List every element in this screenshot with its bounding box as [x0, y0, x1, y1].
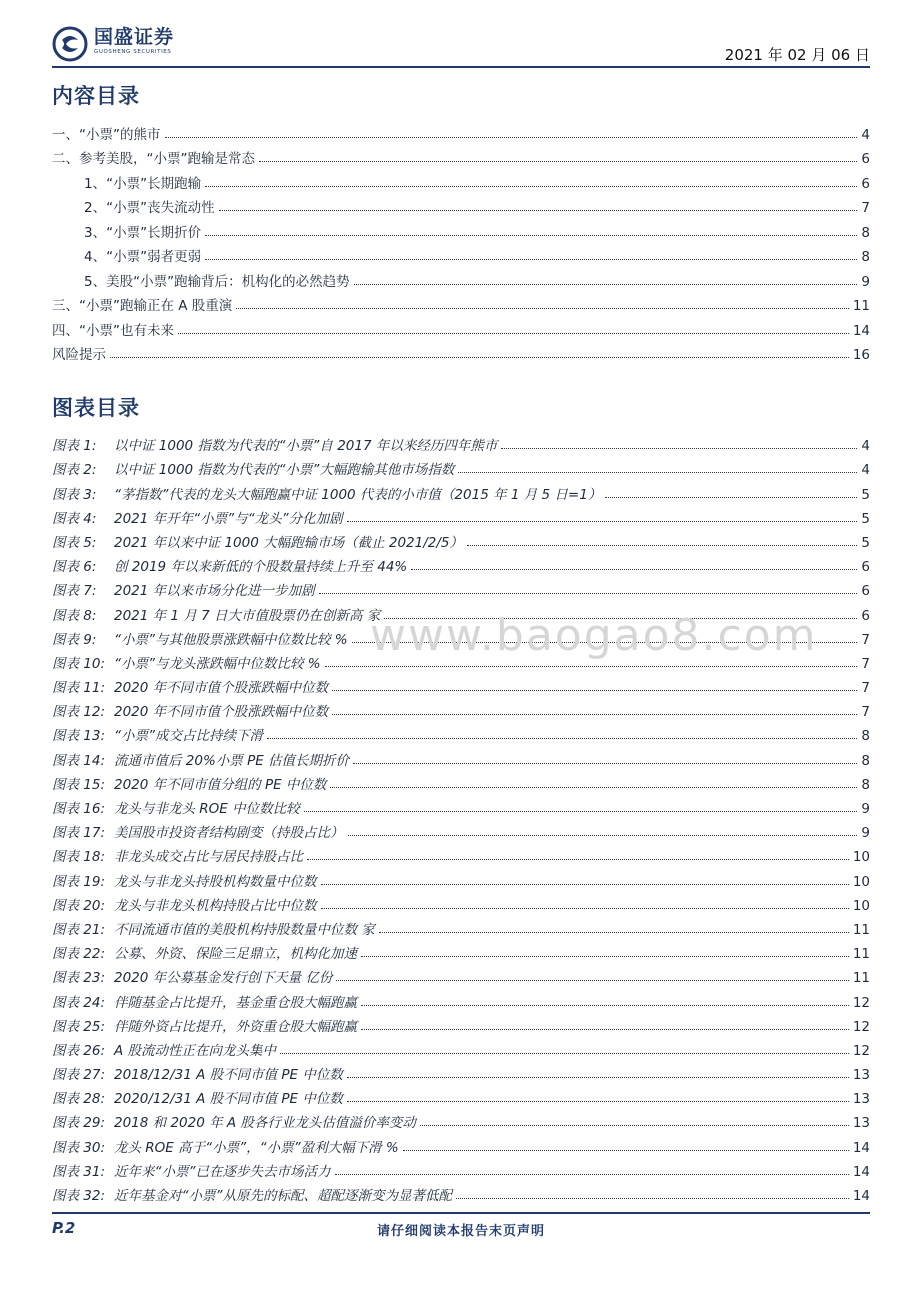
figure-number: 图表 11: — [52, 680, 106, 697]
figure-entry-title — [52, 1136, 401, 1156]
figure-entry[interactable] — [52, 1156, 870, 1180]
figure-caption: “小票”成交占比持续下滑 — [114, 728, 263, 745]
dot-leader — [205, 186, 857, 187]
figure-caption: 2020 年不同市值分组的 PE 中位数 — [114, 776, 327, 793]
dot-leader — [321, 908, 849, 909]
figure-entry[interactable] — [52, 527, 870, 551]
page-footer — [52, 1212, 870, 1244]
dot-leader — [501, 448, 857, 449]
figure-caption: 2021 年 1 月 7 日大市值股票仍在创新高 家 — [114, 607, 381, 624]
figure-entry-page: 5 — [861, 486, 870, 503]
figure-caption: 非龙头成交占比与居民持股占比 — [114, 849, 303, 866]
dot-leader — [347, 1077, 849, 1078]
figure-entry[interactable] — [52, 696, 870, 720]
figure-entry-title — [52, 1087, 345, 1107]
figure-entry-page: 11 — [852, 970, 870, 987]
dot-leader — [110, 357, 849, 358]
figure-entry[interactable] — [52, 1011, 870, 1035]
figure-entry-title — [52, 458, 456, 478]
figure-entry[interactable] — [52, 720, 870, 744]
figure-entry-title — [52, 1015, 359, 1035]
figure-caption: 公募、外资、保险三足鼎立，机构化加速 — [114, 946, 357, 963]
figure-entry-page: 14 — [852, 1163, 870, 1180]
figure-caption: 不同流通市值的美股机构持股数量中位数 家 — [114, 921, 375, 938]
figure-entry[interactable] — [52, 962, 870, 986]
figure-entry[interactable] — [52, 938, 870, 962]
figure-number: 图表 10: — [52, 655, 106, 672]
toc-entry-title: 3、“小票”长期折价 — [52, 221, 203, 241]
toc-entry-title: 四、“小票”也有未来 — [52, 319, 176, 339]
figure-entry-title — [52, 991, 359, 1011]
dot-leader — [165, 137, 858, 138]
figure-caption: A 股流动性正在向龙头集中 — [114, 1042, 277, 1059]
dot-leader — [280, 1053, 849, 1054]
figure-number: 图表 7: — [52, 583, 97, 600]
figure-caption: 美国股市投资者结构剧变（持股占比） — [114, 825, 344, 842]
dot-leader — [353, 763, 857, 764]
figure-entry[interactable] — [52, 1131, 870, 1155]
figures-title: 图表目录 — [52, 396, 140, 420]
dot-leader — [361, 956, 849, 957]
dot-leader — [330, 787, 857, 788]
dot-leader — [403, 1150, 849, 1151]
dot-leader — [347, 521, 858, 522]
dot-leader — [605, 497, 857, 498]
figure-entry-title — [52, 579, 317, 599]
dot-leader — [219, 210, 858, 211]
figure-entry-page: 4 — [861, 462, 870, 479]
figure-entry-title — [52, 676, 330, 696]
figure-caption: 龙头与非龙头 ROE 中位数比较 — [114, 801, 300, 817]
figure-caption: 以中证 1000 指数为代表的“小票”大幅跑输其他市场指数 — [114, 462, 455, 479]
dot-leader — [205, 259, 857, 260]
dot-leader — [304, 811, 858, 812]
figure-entry-page: 13 — [852, 1115, 870, 1132]
toc-entry-page: 14 — [852, 322, 870, 339]
guosheng-logo-icon — [52, 26, 88, 62]
figure-entry-page: 10 — [852, 873, 870, 890]
toc-entry-page: 16 — [852, 347, 870, 363]
figure-entry-title — [52, 797, 302, 817]
disclaimer: 请仔细阅读本报告末页声明 — [376, 1224, 545, 1239]
toc-entry[interactable] — [52, 241, 870, 266]
figure-entry[interactable] — [52, 1180, 870, 1204]
dot-leader — [348, 835, 858, 836]
toc-entry-title: 二、参考美股，“小票”跑输是常态 — [52, 147, 257, 167]
dot-leader — [332, 714, 857, 715]
figure-entry-page: 6 — [861, 583, 870, 600]
figure-entry-title — [52, 773, 328, 793]
figure-entry-title — [52, 942, 359, 962]
figure-entry[interactable] — [52, 478, 870, 502]
toc-entry-page: 4 — [861, 126, 870, 143]
dot-leader — [319, 593, 858, 594]
figure-number: 图表 29: — [52, 1115, 106, 1132]
figure-caption: 2021 年以来市场分化进一步加剧 — [114, 583, 315, 600]
figure-caption: 2021 年开年“小票”与“龙头”分化加剧 — [114, 510, 343, 527]
figure-entry-page: 9 — [861, 801, 870, 817]
figure-entry-page: 10 — [852, 897, 870, 914]
figure-entry-page: 6 — [861, 607, 870, 624]
figure-number: 图表 3: — [52, 486, 97, 503]
figure-caption: “茅指数”代表的龙头大幅跑赢中证 1000 代表的小市值（2015 年 1 月 5 日=1） — [114, 486, 602, 503]
figure-entry-page: 7 — [861, 704, 870, 721]
figure-entry[interactable] — [52, 769, 870, 793]
toc-entry[interactable] — [52, 118, 870, 143]
dot-leader — [307, 859, 849, 860]
dot-leader — [458, 472, 857, 473]
figure-number: 图表 13: — [52, 728, 106, 745]
figure-number: 图表 5: — [52, 534, 97, 551]
figure-caption: 龙头 ROE 高于“小票”，“小票”盈利大幅下滑 % — [114, 1139, 399, 1156]
page-header — [52, 22, 870, 68]
logo-cn-text: 国盛证券 — [94, 26, 175, 48]
figure-number: 图表 23: — [52, 970, 106, 987]
figure-entry-page: 8 — [861, 776, 870, 793]
figure-number: 图表 26: — [52, 1042, 106, 1059]
figure-entry-page: 10 — [852, 849, 870, 866]
toc-entry[interactable] — [52, 339, 870, 364]
dot-leader — [420, 1125, 849, 1126]
figure-number: 图表 8: — [52, 607, 97, 624]
figure-entry-title — [52, 652, 323, 672]
figure-entry[interactable] — [52, 914, 870, 938]
figure-entry[interactable] — [52, 503, 870, 527]
figure-number: 图表 19: — [52, 873, 106, 890]
toc-entry-title: 一、“小票”的熊市 — [52, 123, 163, 143]
figure-entry-page: 11 — [852, 946, 870, 963]
figure-entry[interactable] — [52, 575, 870, 599]
figure-entry-page: 5 — [861, 534, 870, 551]
toc-entry-page: 8 — [861, 249, 870, 265]
figure-entry[interactable] — [52, 430, 870, 454]
toc-entry-page: 6 — [861, 175, 870, 192]
toc-entry[interactable] — [52, 167, 870, 192]
toc-entry-page: 6 — [861, 151, 870, 167]
toc-entry-title: 1、“小票”长期跑输 — [52, 172, 203, 192]
figure-entry[interactable] — [52, 1083, 870, 1107]
figure-caption: 近年基金对“小票”从原先的标配、超配逐渐变为显著低配 — [114, 1188, 452, 1204]
figure-entry-title — [52, 1184, 454, 1204]
figure-entry[interactable] — [52, 1035, 870, 1059]
dot-leader — [347, 1101, 849, 1102]
toc-entry-page: 9 — [861, 273, 870, 290]
figure-entry-page: 14 — [852, 1188, 870, 1204]
figure-caption: 2020/12/31 A 股不同市值 PE 中位数 — [114, 1091, 343, 1108]
toc-entry[interactable] — [52, 143, 870, 168]
figure-caption: 流通市值后 20%小票 PE 估值长期折价 — [114, 752, 350, 769]
logo-en-text: GUOSHENG SECURITIES — [94, 49, 172, 55]
figure-entry[interactable] — [52, 744, 870, 768]
figure-caption: 龙头与非龙头持股机构数量中位数 — [114, 873, 317, 890]
figure-caption: “小票”与其他股票涨跌幅中位数比较 % — [114, 631, 348, 648]
figure-entry-title — [52, 821, 346, 841]
figure-entry-page: 8 — [861, 728, 870, 745]
figure-entry-title — [52, 434, 499, 454]
figure-entry-page: 13 — [852, 1091, 870, 1108]
figure-number: 图表 4: — [52, 510, 97, 527]
figure-entry-title — [52, 604, 382, 624]
figure-caption: 2021 年以来中证 1000 大幅跑输市场（截止 2021/2/5） — [114, 534, 464, 551]
toc-entry[interactable] — [52, 290, 870, 315]
report-date: 2021 年 02 月 06 日 — [724, 46, 870, 64]
figure-entry-page: 9 — [861, 825, 870, 842]
figure-entry[interactable] — [52, 1107, 870, 1131]
figure-entry[interactable] — [52, 890, 870, 914]
figure-entry-title — [52, 531, 465, 551]
toc-entry[interactable] — [52, 216, 870, 241]
dot-leader — [178, 333, 849, 334]
figure-entry[interactable] — [52, 793, 870, 817]
dot-leader — [336, 980, 848, 981]
figure-entry-page: 7 — [861, 680, 870, 697]
figure-entry-page: 4 — [861, 438, 870, 455]
company-logo — [52, 26, 174, 66]
figure-entry-title — [52, 483, 603, 503]
figure-number: 图表 6: — [52, 559, 97, 576]
figure-number: 图表 18: — [52, 849, 106, 866]
figure-entry-title — [52, 870, 319, 890]
figure-caption: 2020 年不同市值个股涨跌幅中位数 — [114, 680, 329, 697]
figure-entry-page: 12 — [852, 1042, 870, 1059]
toc-entry[interactable] — [52, 192, 870, 217]
figure-caption: 伴随基金占比提升，基金重仓股大幅跑赢 — [114, 994, 357, 1011]
figure-entry-title — [52, 1063, 345, 1083]
figure-number: 图表 22: — [52, 946, 106, 963]
figure-caption: 伴随外资占比提升，外资重仓股大幅跑赢 — [114, 1018, 357, 1035]
figure-entry-page: 5 — [861, 510, 870, 527]
figure-entry[interactable] — [52, 672, 870, 696]
figure-entry-page: 7 — [861, 655, 870, 672]
dot-leader — [335, 1174, 849, 1175]
figure-entry-title — [52, 1111, 418, 1131]
figure-number: 图表 31: — [52, 1163, 106, 1180]
dot-leader — [205, 235, 857, 236]
figure-caption: 龙头与非龙头机构持股占比中位数 — [114, 897, 317, 914]
toc-entry[interactable] — [52, 265, 870, 290]
dot-leader — [259, 161, 857, 162]
toc-entry-title: 5、美股“小票”跑输背后：机构化的必然趋势 — [52, 270, 352, 290]
figure-entry-title — [52, 749, 351, 769]
dot-leader — [325, 666, 858, 667]
dot-leader — [361, 1005, 849, 1006]
contents-title: 内容目录 — [52, 84, 140, 108]
figure-entry[interactable] — [52, 865, 870, 889]
figure-entry-page: 12 — [852, 1018, 870, 1035]
figure-number: 图表 9: — [52, 631, 97, 648]
dot-leader — [379, 932, 849, 933]
toc-entry-page: 11 — [852, 298, 870, 314]
figure-number: 图表 24: — [52, 994, 106, 1011]
toc-entry-title: 风险提示 — [52, 343, 108, 363]
figure-entry-title — [52, 724, 265, 744]
dot-leader — [361, 1029, 849, 1030]
dot-leader — [236, 308, 849, 309]
figure-caption: 2020 年不同市值个股涨跌幅中位数 — [114, 704, 329, 721]
figure-entry-page: 8 — [861, 752, 870, 769]
figure-entry-title — [52, 1160, 333, 1180]
figure-number: 图表 1: — [52, 438, 97, 455]
figure-number: 图表 12: — [52, 704, 106, 721]
figure-number: 图表 20: — [52, 897, 106, 914]
figure-entry[interactable] — [52, 551, 870, 575]
figure-caption: 2018 和 2020 年 A 股各行业龙头估值溢价率变动 — [114, 1115, 416, 1132]
figure-number: 图表 16: — [52, 801, 106, 817]
figure-entry-title — [52, 700, 330, 720]
figure-entry-title — [52, 918, 377, 938]
toc-entry-title: 2、“小票”丧失流动性 — [52, 196, 217, 216]
figure-entry-title — [52, 507, 345, 527]
figure-entry-title — [52, 845, 305, 865]
figure-number: 图表 15: — [52, 776, 106, 793]
figures-list — [52, 430, 870, 1204]
dot-leader — [411, 569, 857, 570]
figure-number: 图表 25: — [52, 1018, 106, 1035]
toc-entry-page: 7 — [861, 200, 870, 216]
figure-caption: 2018/12/31 A 股不同市值 PE 中位数 — [114, 1067, 343, 1084]
figure-entry-title — [52, 966, 334, 986]
toc-entry-page: 8 — [861, 224, 870, 241]
dot-leader — [456, 1198, 849, 1199]
figure-number: 图表 14: — [52, 752, 106, 769]
figure-entry-title — [52, 1039, 278, 1059]
figure-entry-title — [52, 894, 319, 914]
figure-number: 图表 28: — [52, 1091, 106, 1108]
dot-leader — [467, 545, 857, 546]
figure-entry[interactable] — [52, 986, 870, 1010]
toc-entry-title: 三、“小票”跑输正在 A 股重演 — [52, 294, 234, 314]
figure-number: 图表 17: — [52, 825, 106, 842]
figure-caption: 创 2019 年以来新低的个股数量持续上升至 44% — [114, 559, 408, 576]
figure-entry[interactable] — [52, 454, 870, 478]
figure-number: 图表 21: — [52, 921, 106, 938]
figure-caption: 近年来“小票”已在逐步失去市场活力 — [114, 1163, 331, 1180]
figure-entry-page: 7 — [861, 631, 870, 648]
page-number: P.2 — [52, 1219, 76, 1237]
figure-entry-title — [52, 555, 409, 575]
figure-caption: 以中证 1000 指数为代表的“小票”自 2017 年以来经历四年熊市 — [114, 438, 498, 455]
watermark: www.baogao8.com — [370, 610, 818, 661]
figure-number: 图表 2: — [52, 462, 97, 479]
figure-entry-page: 6 — [861, 559, 870, 576]
figure-number: 图表 30: — [52, 1139, 106, 1156]
toc-entry[interactable] — [52, 314, 870, 339]
figure-entry-title — [52, 628, 350, 648]
figure-caption: 2020 年公募基金发行创下天量 亿份 — [114, 970, 333, 987]
figure-entry[interactable] — [52, 841, 870, 865]
figure-entry-page: 13 — [852, 1067, 870, 1084]
figure-entry-page: 12 — [852, 994, 870, 1011]
figure-number: 图表 32: — [52, 1188, 106, 1204]
figure-number: 图表 27: — [52, 1067, 106, 1084]
dot-leader — [267, 738, 857, 739]
dot-leader — [332, 690, 857, 691]
figure-entry[interactable] — [52, 1059, 870, 1083]
contents-list — [52, 118, 870, 363]
figure-caption: “小票”与龙头涨跌幅中位数比较 % — [114, 655, 321, 672]
figure-entry-page: 14 — [852, 1139, 870, 1156]
figure-entry-page: 11 — [852, 921, 870, 938]
toc-entry-title: 4、“小票”弱者更弱 — [52, 245, 203, 265]
figure-entry[interactable] — [52, 817, 870, 841]
dot-leader — [321, 884, 849, 885]
dot-leader — [354, 284, 858, 285]
